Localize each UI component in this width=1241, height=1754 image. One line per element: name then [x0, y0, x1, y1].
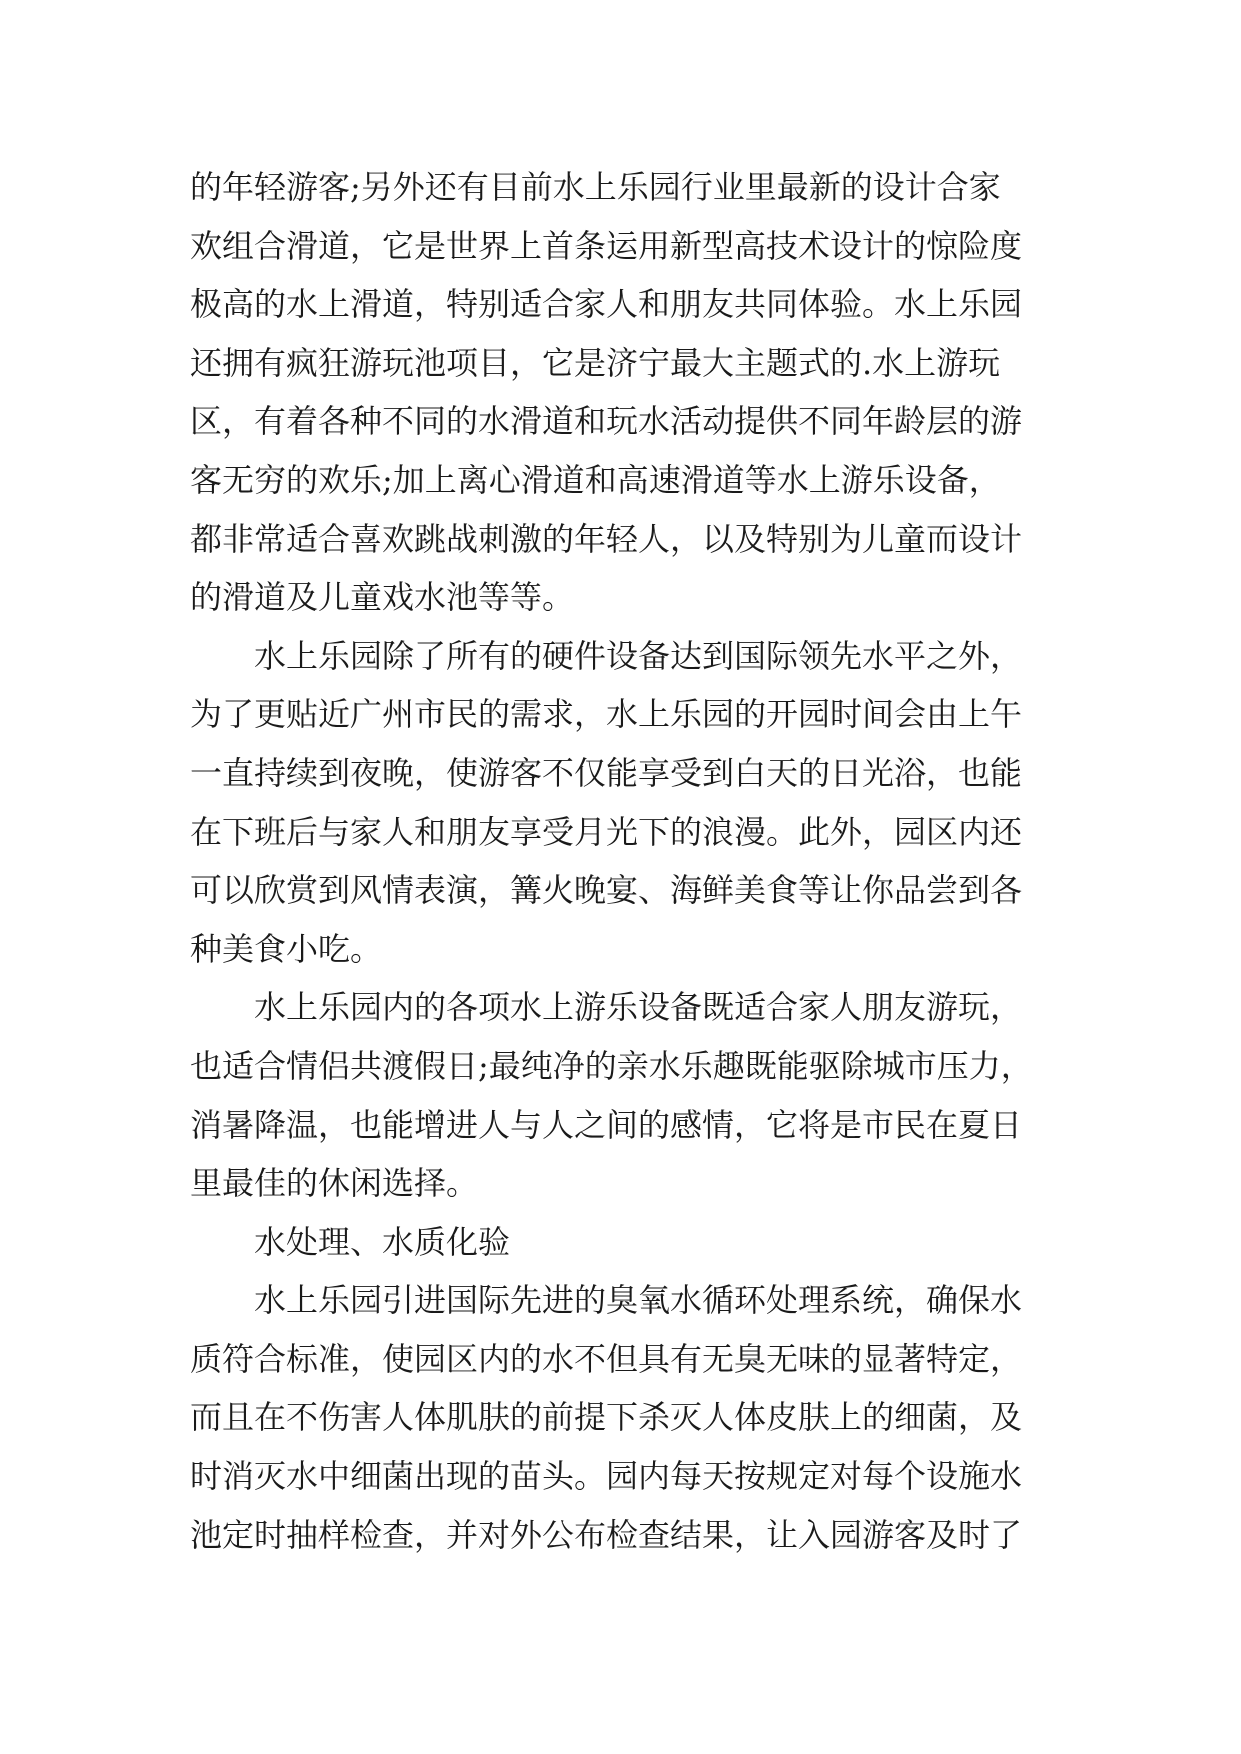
text-line: 的年轻游客;另外还有目前水上乐园行业里最新的设计合家: [190, 168, 1001, 206]
text-line: 可以欣赏到风情表演，篝火晚宴、海鲜美食等让你品尝到各: [190, 871, 1023, 910]
text-line: 欢组合滑道，它是世界上首条运用新型高技术设计的惊险度: [190, 226, 1023, 265]
text-line: 水上乐园内的各项水上游乐设备既适合家人朋友游玩，: [254, 988, 1023, 1027]
text-line: 水上乐园引进国际先进的臭氧水循环处理系统，确保水: [254, 1281, 1023, 1320]
text-line: 也适合情侣共渡假日;最纯净的亲水乐趣既能驱除城市压力，: [190, 1046, 1033, 1085]
document-body: [190, 158, 1070, 1564]
text-line: 客无穷的欢乐;加上离心滑道和高速滑道等水上游乐设备，: [190, 460, 1001, 499]
text-line: 一直持续到夜晚，使游客不仅能享受到白天的日光浴，也能: [190, 753, 1023, 792]
text-line: 都非常适合喜欢跳战刺激的年轻人，以及特别为儿童而设计: [190, 519, 1023, 558]
text-line: 消暑降温，也能增进人与人之间的感情，它将是市民在夏日: [190, 1105, 1023, 1144]
text-line: 而且在不伤害人体肌肤的前提下杀灭人体皮肤上的细菌，及: [190, 1398, 1023, 1437]
text-line: 水处理、水质化验: [254, 1222, 511, 1261]
text-line: 极高的水上滑道，特别适合家人和朋友共同体验。水上乐园: [190, 285, 1023, 324]
text-line: 里最佳的休闲选择。: [190, 1164, 479, 1203]
text-line: 质符合标准，使园区内的水不但具有无臭无味的显著特定，: [190, 1339, 1023, 1378]
text-line: 为了更贴近广州市民的需求，水上乐园的开园时间会由上午: [190, 695, 1023, 734]
text-line: 还拥有疯狂游玩池项目，它是济宁最大主题式的.水上游玩: [190, 343, 1001, 382]
text-line: 的滑道及儿童戏水池等等。: [190, 578, 575, 617]
text-line: 在下班后与家人和朋友享受月光下的浪漫。此外，园区内还: [190, 812, 1023, 851]
text-line: 池定时抽样检查，并对外公布检查结果，让入园游客及时了: [190, 1515, 1023, 1554]
text-line: 种美食小吃。: [190, 929, 383, 968]
text-line: 区，有着各种不同的水滑道和玩水活动提供不同年龄层的游: [190, 402, 1023, 441]
text-line: 时消灭水中细菌出现的苗头。园内每天按规定对每个设施水: [190, 1457, 1023, 1496]
text-line: 水上乐园除了所有的硬件设备达到国际领先水平之外，: [254, 636, 1023, 675]
